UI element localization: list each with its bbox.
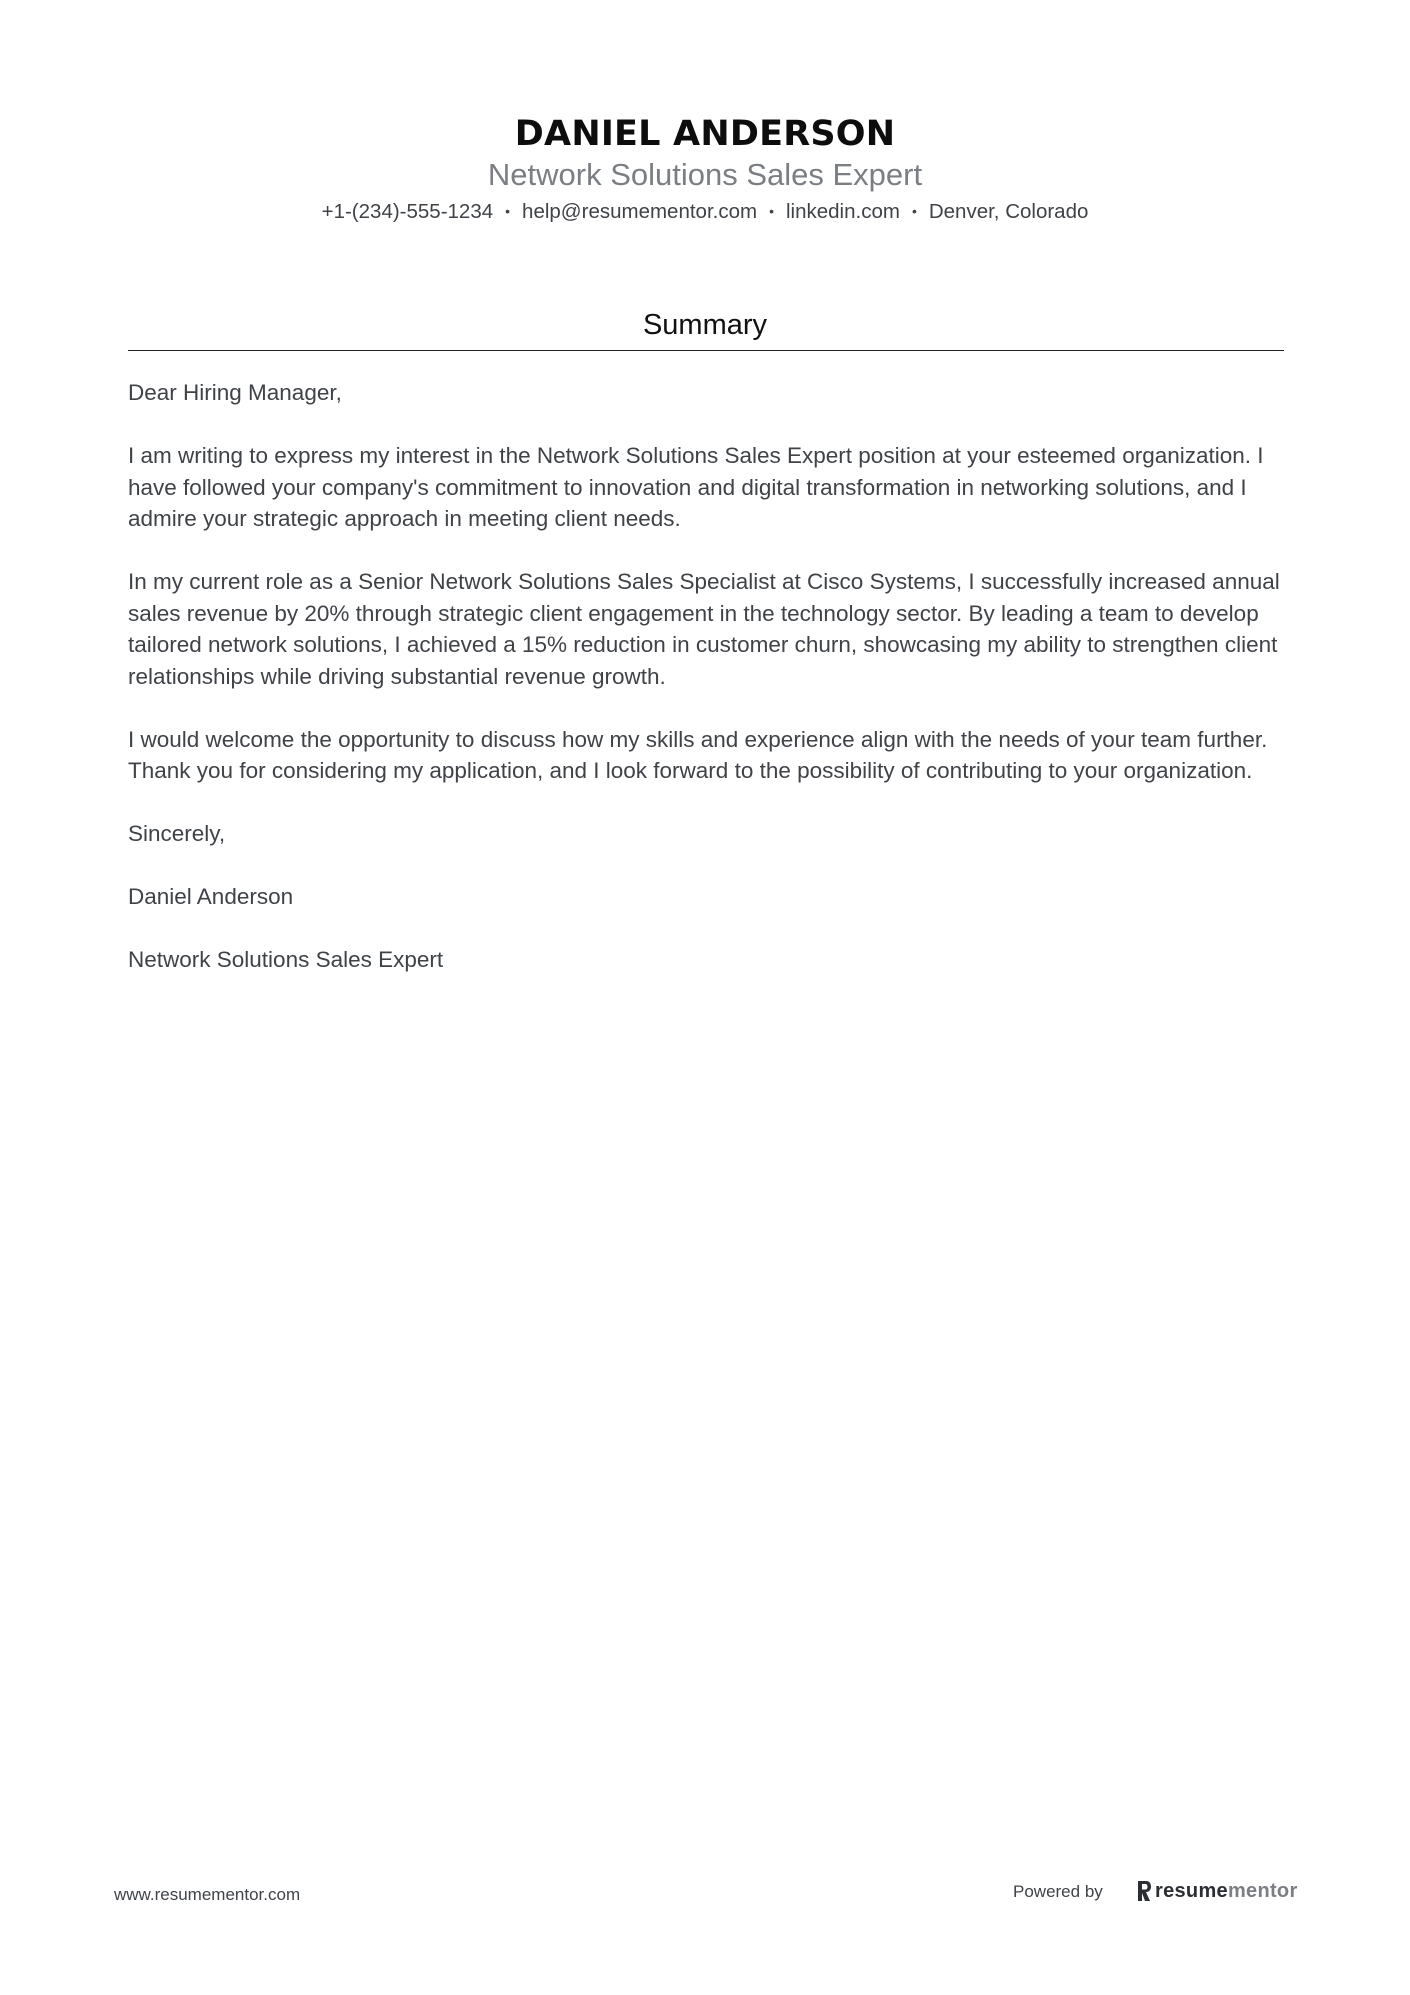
letter-paragraph: I am writing to express my interest in the Network Solutions Sales Expert position at your esteemed organization. I have followed your company's commitment to innovation and digital transformation in networking solutions, and I admire your strategic approach in meeting client needs. — [128, 443, 1264, 531]
brand-wordmark-part2: mentor — [1227, 1879, 1298, 1902]
contact-separator: • — [505, 203, 511, 219]
contact-separator: • — [769, 203, 774, 219]
footer-url[interactable]: www.resumementor.com — [114, 1885, 301, 1904]
letter-paragraph: In my current role as a Senior Network Solutions Sales Specialist at Cisco Systems, I successfully increased annual sales revenue by 20% through strategic client engagement in the technology sector. By leading a team to develop tailored network solutions, I achieved a 15% reduction in customer churn, showcasing my ability to strengthen client relationships while driving substantial revenue growth. — [128, 569, 1280, 689]
contact-email[interactable]: help@resumementor.com — [522, 200, 758, 223]
contact-location: Denver, Colorado — [928, 200, 1089, 223]
letter-body — [128, 377, 1288, 1007]
salutation: Dear Hiring Manager, — [128, 380, 342, 405]
letter-paragraph: I would welcome the opportunity to discuss how my skills and experience align with the needs of your team further. Thank you for considering my application, and I look forward to the possibility of contributing to your organization. — [128, 726, 1268, 783]
contact-line — [0, 196, 1410, 227]
section-title: Summary — [642, 309, 768, 341]
resumementor-logo-icon — [1136, 1880, 1152, 1902]
letter-header — [0, 112, 1410, 227]
closing: Sincerely, — [128, 821, 226, 846]
applicant-title: Network Solutions Sales Expert — [487, 157, 923, 192]
brand-logo[interactable] — [1136, 1876, 1298, 1906]
brand-wordmark-part1: resume — [1155, 1879, 1228, 1902]
applicant-name: DANIEL ANDERSON — [514, 114, 896, 154]
powered-by-label: Powered by — [1013, 1882, 1103, 1901]
contact-phone: +1-(234)-555-1234 — [321, 200, 494, 223]
signature-title: Network Solutions Sales Expert — [128, 947, 444, 972]
signature-name: Daniel Anderson — [128, 884, 294, 909]
contact-website[interactable]: linkedin.com — [785, 200, 900, 223]
section-divider — [128, 350, 1284, 351]
brand-wordmark — [1155, 1880, 1298, 1903]
contact-separator: • — [911, 203, 917, 219]
